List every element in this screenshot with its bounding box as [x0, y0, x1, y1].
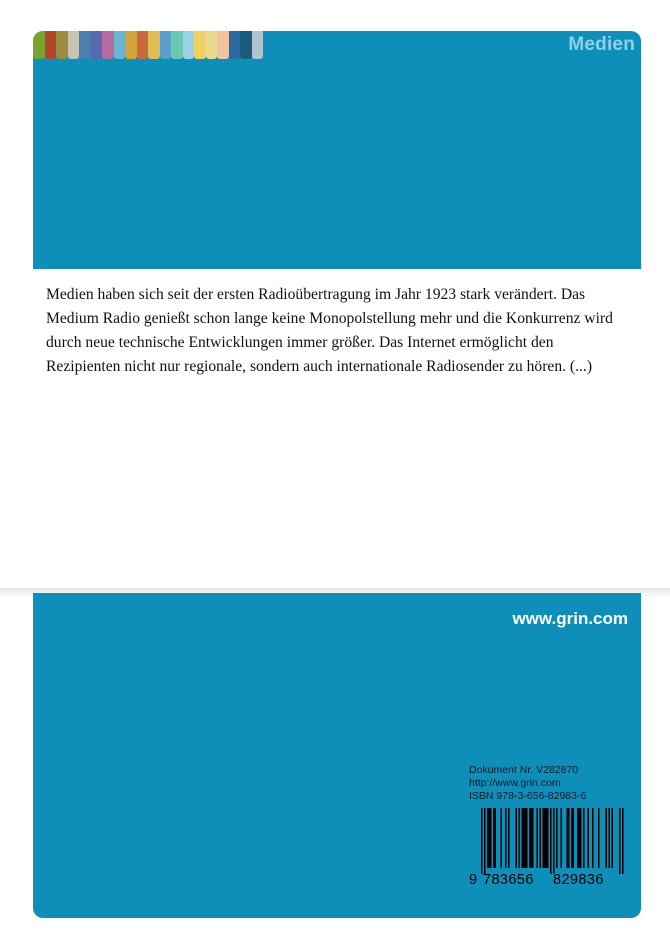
- barcode-bar: [487, 808, 489, 868]
- barcode-bar: [588, 808, 590, 868]
- color-strip-bar: [148, 31, 160, 59]
- barcode-bar: [532, 808, 534, 868]
- color-strip-bar: [91, 31, 103, 59]
- barcode-bar: [481, 808, 483, 874]
- color-strip-bar: [229, 31, 241, 59]
- abstract-text: Medien haben sich seit der ersten Radioübertragung im Jahr 1923 stark verändert. Das Medium Radio genießt schon lange keine Monopolstellung mehr und die Konkurrenz wird durch neue technische Entwicklungen immer größer. Das Internet ermöglicht den Rezipienten nicht nur regionale, sondern auch internationale Radiosender zu hören. (...): [46, 286, 613, 375]
- barcode-bar: [622, 808, 624, 874]
- barcode-bar: [598, 808, 600, 868]
- barcode-bar: [505, 808, 507, 868]
- barcode-bar: [537, 808, 539, 868]
- barcode-bar: [546, 808, 548, 868]
- barcode-bar: [577, 808, 579, 868]
- barcode-image: [469, 808, 629, 874]
- category-label: Medien: [568, 34, 635, 55]
- cover-top-panel: [33, 31, 641, 269]
- barcode-bar: [568, 808, 570, 868]
- barcode-bar: [484, 808, 486, 874]
- barcode-bar: [573, 808, 575, 868]
- barcode-bar: [592, 808, 594, 868]
- document-info: [469, 764, 629, 803]
- color-strip-bar: [137, 31, 149, 59]
- barcode-block: [469, 764, 629, 902]
- color-strip-bar: [56, 31, 68, 59]
- barcode-bar: [571, 808, 573, 868]
- color-strip-bar: [102, 31, 114, 59]
- color-strip-bar: [206, 31, 218, 59]
- barcode-bar: [609, 808, 611, 868]
- barcode-bar: [543, 808, 545, 868]
- barcode-bar: [556, 808, 558, 868]
- color-strip-bar: [240, 31, 252, 59]
- barcode-bar: [619, 808, 621, 874]
- color-strip-bar: [45, 31, 57, 59]
- color-strip-bar: [125, 31, 137, 59]
- barcode-bar: [516, 808, 518, 868]
- document-number: Dokument Nr. V282870: [469, 764, 579, 776]
- barcode-bar: [561, 808, 563, 868]
- barcode-bar: [490, 808, 492, 868]
- barcode-bar: [529, 808, 531, 868]
- color-strip-bar: [194, 31, 206, 59]
- barcode-digit-group-1: 783656: [483, 872, 534, 888]
- barcode-bar: [493, 808, 495, 868]
- color-strip-bar: [114, 31, 126, 59]
- barcode-bar: [508, 808, 510, 868]
- barcode-digit-first: 9: [469, 872, 478, 888]
- color-strip-bar: [217, 31, 229, 59]
- color-strip-bar: [252, 31, 264, 59]
- barcode-bar: [550, 808, 552, 874]
- barcode-bar: [612, 808, 614, 868]
- barcode-bar: [567, 808, 569, 868]
- barcode-bar: [522, 808, 524, 868]
- barcode-bar: [580, 808, 582, 868]
- color-strip-bar: [183, 31, 195, 59]
- barcode-bar: [540, 808, 542, 868]
- barcode-bar: [544, 808, 546, 868]
- cover-bottom-panel: [33, 593, 641, 918]
- barcode-bar: [553, 808, 555, 874]
- barcode-bar: [579, 808, 581, 868]
- barcode-bar: [519, 808, 521, 868]
- barcode-bar: [526, 808, 528, 868]
- color-strip-bar: [33, 31, 45, 59]
- color-strip: [33, 31, 263, 59]
- isbn: ISBN 978-3-656-82983-6: [469, 790, 587, 802]
- color-strip-bar: [171, 31, 183, 59]
- barcode-bar: [583, 808, 585, 868]
- color-strip-bar: [160, 31, 172, 59]
- document-url[interactable]: http://www.grin.com: [469, 777, 561, 789]
- barcode-bar: [531, 808, 533, 868]
- barcode-digit-group-2: 829836: [553, 872, 604, 888]
- barcode-bar: [525, 808, 527, 868]
- color-strip-bar: [79, 31, 91, 59]
- barcode-bar: [606, 808, 608, 868]
- barcode-bar: [489, 808, 491, 868]
- color-strip-bar: [68, 31, 80, 59]
- barcode-bar: [495, 808, 497, 868]
- barcode-bar: [547, 808, 549, 868]
- website-link[interactable]: www.grin.com: [512, 609, 628, 628]
- barcode-bar: [501, 808, 503, 868]
- barcode-digits: [469, 872, 629, 888]
- barcode-bar: [523, 808, 525, 868]
- abstract: [46, 283, 628, 379]
